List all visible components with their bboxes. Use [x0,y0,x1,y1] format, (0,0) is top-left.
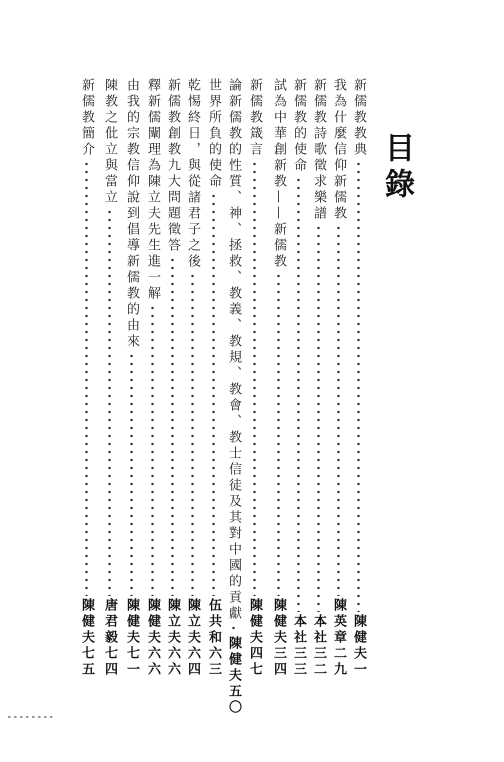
toc-heading: 目錄 [379,132,414,204]
toc-entry [245,78,264,678]
entry-author: 本社 [311,614,326,646]
entry-meta [269,598,288,678]
entry-author: 陳立夫 [185,598,200,646]
dot-leader [108,208,111,596]
dot-leader [297,176,300,612]
entry-page: 六三 [206,646,221,678]
entry-author: 陳英章 [331,598,346,646]
toc-entry [204,78,223,678]
entry-meta [77,598,96,678]
entry-author: 陳健夫 [124,598,139,646]
entry-title: 世界所負的使命 [206,78,221,190]
toc-entry [143,78,162,678]
entry-meta [183,598,202,678]
entry-page: 二九 [331,646,346,678]
toc-entry [183,78,202,678]
dot-leader [317,224,320,612]
entry-author: 本社 [291,614,306,646]
entry-title: 乾惕終日，與從諸君子之後 [185,78,200,270]
entry-page: 三四 [271,646,286,678]
dot-leader [130,352,133,596]
entry-author: 陳立夫 [165,598,180,646]
entry-meta [289,614,308,678]
entry-title: 試為中華創新教——新儒教 [271,78,286,270]
entry-meta [329,598,348,678]
entry-author: 陳健夫 [247,598,262,646]
entry-title: 新儒教箴言 [247,78,262,158]
toc-entry [100,78,119,678]
entry-title: 新儒教詩歌徵求樂譜 [311,78,326,222]
toc-entry [289,78,308,678]
toc-entry [349,78,368,678]
scan-edge-mark [8,716,54,718]
entry-author: 陳健夫 [145,598,160,646]
entry-title: 新儒教創教九大問題徵答 [165,78,180,254]
dot-leader [232,624,235,634]
entry-author: 陳健夫 [79,598,94,646]
entry-meta [224,636,243,716]
entry-meta [309,614,328,678]
toc-entry [269,78,288,678]
entry-title: 我為什麼信仰新儒教 [331,78,346,222]
entry-page: 六六 [165,646,180,678]
entry-page: 五〇 [226,684,241,716]
dot-leader [337,224,340,596]
toc-entry [163,78,182,678]
dot-leader [277,272,280,596]
entry-meta [204,598,223,678]
entry-page: 七五 [79,646,94,678]
entry-page: 六六 [145,646,160,678]
entry-title: 新儒教的使命 [291,78,306,174]
entry-title: 陳教之仳立與當立 [102,78,117,206]
toc-entry [77,78,96,678]
entry-meta [100,598,119,678]
entry-title: 新儒教簡介 [79,78,94,158]
dot-leader [212,192,215,596]
entry-page: 四七 [247,646,262,678]
dot-leader [171,256,174,596]
entry-author: 伍共和 [206,598,221,646]
entry-page: 三二 [311,646,326,678]
toc-entry [122,78,141,678]
entry-page: 七四 [102,646,117,678]
entry-author: 陳健夫 [226,636,241,684]
entry-page: 七一 [124,646,139,678]
entry-meta [163,598,182,678]
entry-title: 論新儒教的性質、神、拯救、教義、教規、教會、教士信徒及其對中國的貢獻 [226,78,241,622]
entry-meta [122,598,141,678]
dot-leader [357,160,360,612]
entry-meta [245,598,264,678]
entry-page: 一 [351,662,366,678]
entry-title: 新儒教教典 [351,78,366,158]
toc-entry [309,78,328,678]
dot-leader [253,160,256,596]
entry-title: 由我的宗教信仰說到倡導新儒教的由來 [124,78,139,350]
entry-author: 陳健夫 [271,598,286,646]
toc-entry [224,78,243,716]
dot-leader [151,304,154,596]
entry-meta [143,598,162,678]
entry-page: 六四 [185,646,200,678]
dot-leader [85,160,88,596]
entry-page: 三三 [291,646,306,678]
entry-author: 陳健夫 [351,614,366,662]
toc-entry [329,78,348,678]
dot-leader [191,272,194,596]
entry-meta [349,614,368,678]
entry-author: 唐君毅 [102,598,117,646]
entry-title: 釋新儒闡理為陳立夫先生進一解 [145,78,160,302]
